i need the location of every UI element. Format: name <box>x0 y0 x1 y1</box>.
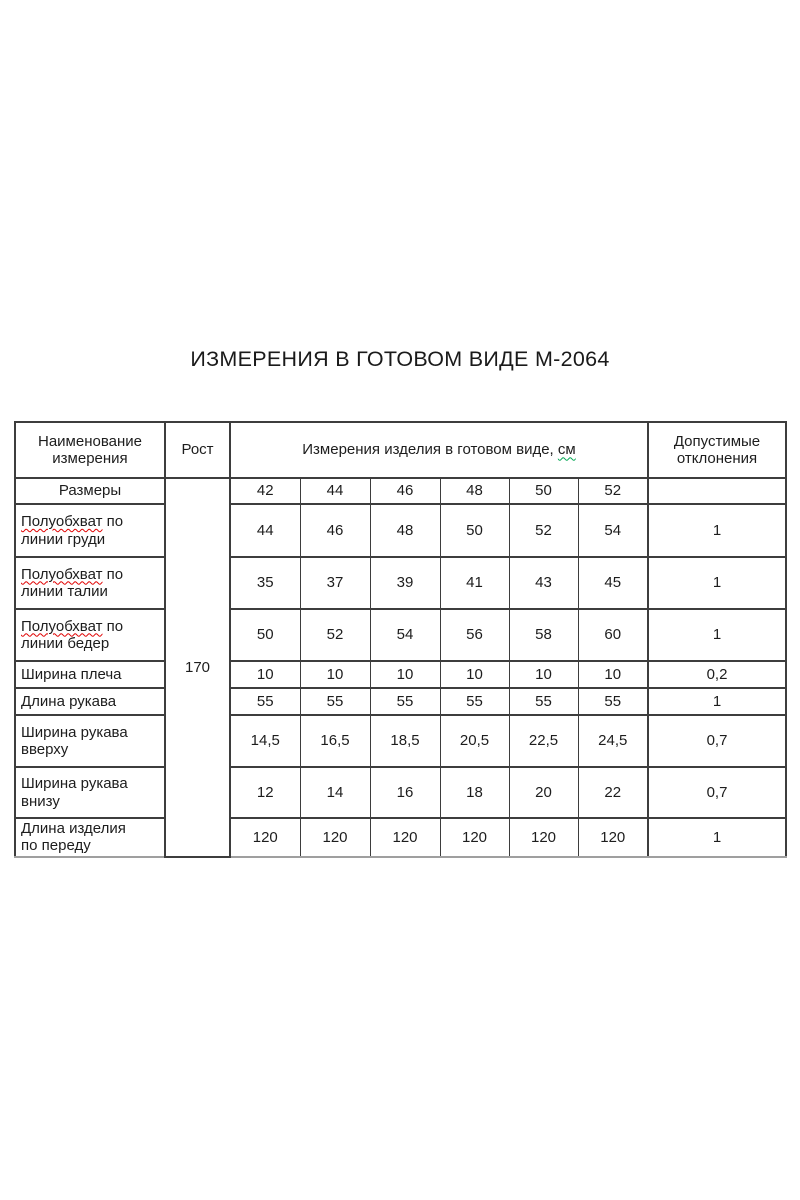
table-row <box>15 688 786 715</box>
table-row <box>15 818 786 857</box>
measurement-value: 16 <box>370 767 440 818</box>
measurement-value: 45 <box>578 557 648 609</box>
measurement-name: Ширина рукава вверху <box>15 715 165 767</box>
measurement-value: 10 <box>509 661 578 688</box>
header-name-column: Наименование измерения <box>15 422 165 478</box>
header-measurements-column <box>230 422 648 478</box>
deviation-value: 0,7 <box>648 715 786 767</box>
size-value: 42 <box>230 478 300 504</box>
measurement-value: 20 <box>509 767 578 818</box>
measurement-value: 14 <box>300 767 370 818</box>
table-header-row <box>15 422 786 478</box>
deviation-value: 0,2 <box>648 661 786 688</box>
measurement-value: 10 <box>230 661 300 688</box>
measurement-value: 10 <box>370 661 440 688</box>
measurement-value: 120 <box>440 818 509 857</box>
measurement-value: 18 <box>440 767 509 818</box>
misspelled-word: Полуобхват <box>21 513 103 531</box>
deviation-value: 1 <box>648 688 786 715</box>
measurement-value: 44 <box>230 504 300 557</box>
measurement-value: 37 <box>300 557 370 609</box>
height-value-cell: 170 <box>165 478 230 857</box>
measurement-name: Ширина рукава внизу <box>15 767 165 818</box>
measurement-value: 43 <box>509 557 578 609</box>
measurement-value: 54 <box>578 504 648 557</box>
measurement-name: Длина рукава <box>15 688 165 715</box>
measurement-value: 55 <box>370 688 440 715</box>
measurement-value: 55 <box>230 688 300 715</box>
measurement-value: 46 <box>300 504 370 557</box>
measurement-name-rest: по линии бедер <box>21 617 124 652</box>
measurement-name: Длина изделия по переду <box>15 818 165 857</box>
measurement-value: 35 <box>230 557 300 609</box>
measurement-value: 16,5 <box>300 715 370 767</box>
measurement-name <box>15 504 165 557</box>
measurement-value: 52 <box>509 504 578 557</box>
header-measurements-text: Измерения изделия в готовом виде, <box>302 441 558 459</box>
measurement-value: 56 <box>440 609 509 661</box>
measurement-value: 55 <box>509 688 578 715</box>
measurement-value: 50 <box>230 609 300 661</box>
measurement-value: 18,5 <box>370 715 440 767</box>
table-row <box>15 715 786 767</box>
measurement-value: 10 <box>440 661 509 688</box>
measurement-name <box>15 609 165 661</box>
header-height-column: Рост <box>165 422 230 478</box>
deviation-value: 1 <box>648 557 786 609</box>
measurements-table <box>14 421 787 858</box>
measurement-value: 60 <box>578 609 648 661</box>
sizes-row <box>15 478 786 504</box>
measurement-value: 14,5 <box>230 715 300 767</box>
measurement-value: 55 <box>578 688 648 715</box>
table-row <box>15 557 786 609</box>
measurement-value: 120 <box>300 818 370 857</box>
measurement-value: 50 <box>440 504 509 557</box>
measurement-value: 24,5 <box>578 715 648 767</box>
measurement-value: 10 <box>300 661 370 688</box>
measurement-value: 48 <box>370 504 440 557</box>
deviation-cell-empty <box>648 478 786 504</box>
size-value: 52 <box>578 478 648 504</box>
size-value: 46 <box>370 478 440 504</box>
size-value: 48 <box>440 478 509 504</box>
measurement-value: 120 <box>578 818 648 857</box>
measurement-name: Ширина плеча <box>15 661 165 688</box>
measurement-value: 120 <box>509 818 578 857</box>
measurement-value: 22 <box>578 767 648 818</box>
measurement-value: 58 <box>509 609 578 661</box>
measurement-value: 55 <box>440 688 509 715</box>
grammar-marked-word: см <box>557 441 576 459</box>
table-row <box>15 504 786 557</box>
measurement-value: 10 <box>578 661 648 688</box>
measurement-name <box>15 557 165 609</box>
measurement-value: 39 <box>370 557 440 609</box>
measurement-value: 120 <box>230 818 300 857</box>
deviation-value: 1 <box>648 609 786 661</box>
measurement-value: 52 <box>300 609 370 661</box>
table-row <box>15 767 786 818</box>
deviation-value: 1 <box>648 818 786 857</box>
size-value: 44 <box>300 478 370 504</box>
measurement-value: 54 <box>370 609 440 661</box>
header-deviations-column: Допустимые отклонения <box>648 422 786 478</box>
deviation-value: 1 <box>648 504 786 557</box>
measurement-value: 12 <box>230 767 300 818</box>
measurement-value: 120 <box>370 818 440 857</box>
size-value: 50 <box>509 478 578 504</box>
misspelled-word: Полуобхват <box>21 617 103 635</box>
deviation-value: 0,7 <box>648 767 786 818</box>
measurement-value: 55 <box>300 688 370 715</box>
measurement-value: 41 <box>440 557 509 609</box>
table-row <box>15 609 786 661</box>
measurement-value: 22,5 <box>509 715 578 767</box>
page-title: ИЗМЕРЕНИЯ В ГОТОВОМ ВИДЕ М-2064 <box>190 347 610 371</box>
measurement-value: 20,5 <box>440 715 509 767</box>
measurement-name-rest: по линии груди <box>21 513 124 548</box>
measurement-name-rest: по линии талии <box>21 565 124 600</box>
table-row <box>15 661 786 688</box>
misspelled-word: Полуобхват <box>21 565 103 583</box>
sizes-row-label: Размеры <box>15 478 165 504</box>
